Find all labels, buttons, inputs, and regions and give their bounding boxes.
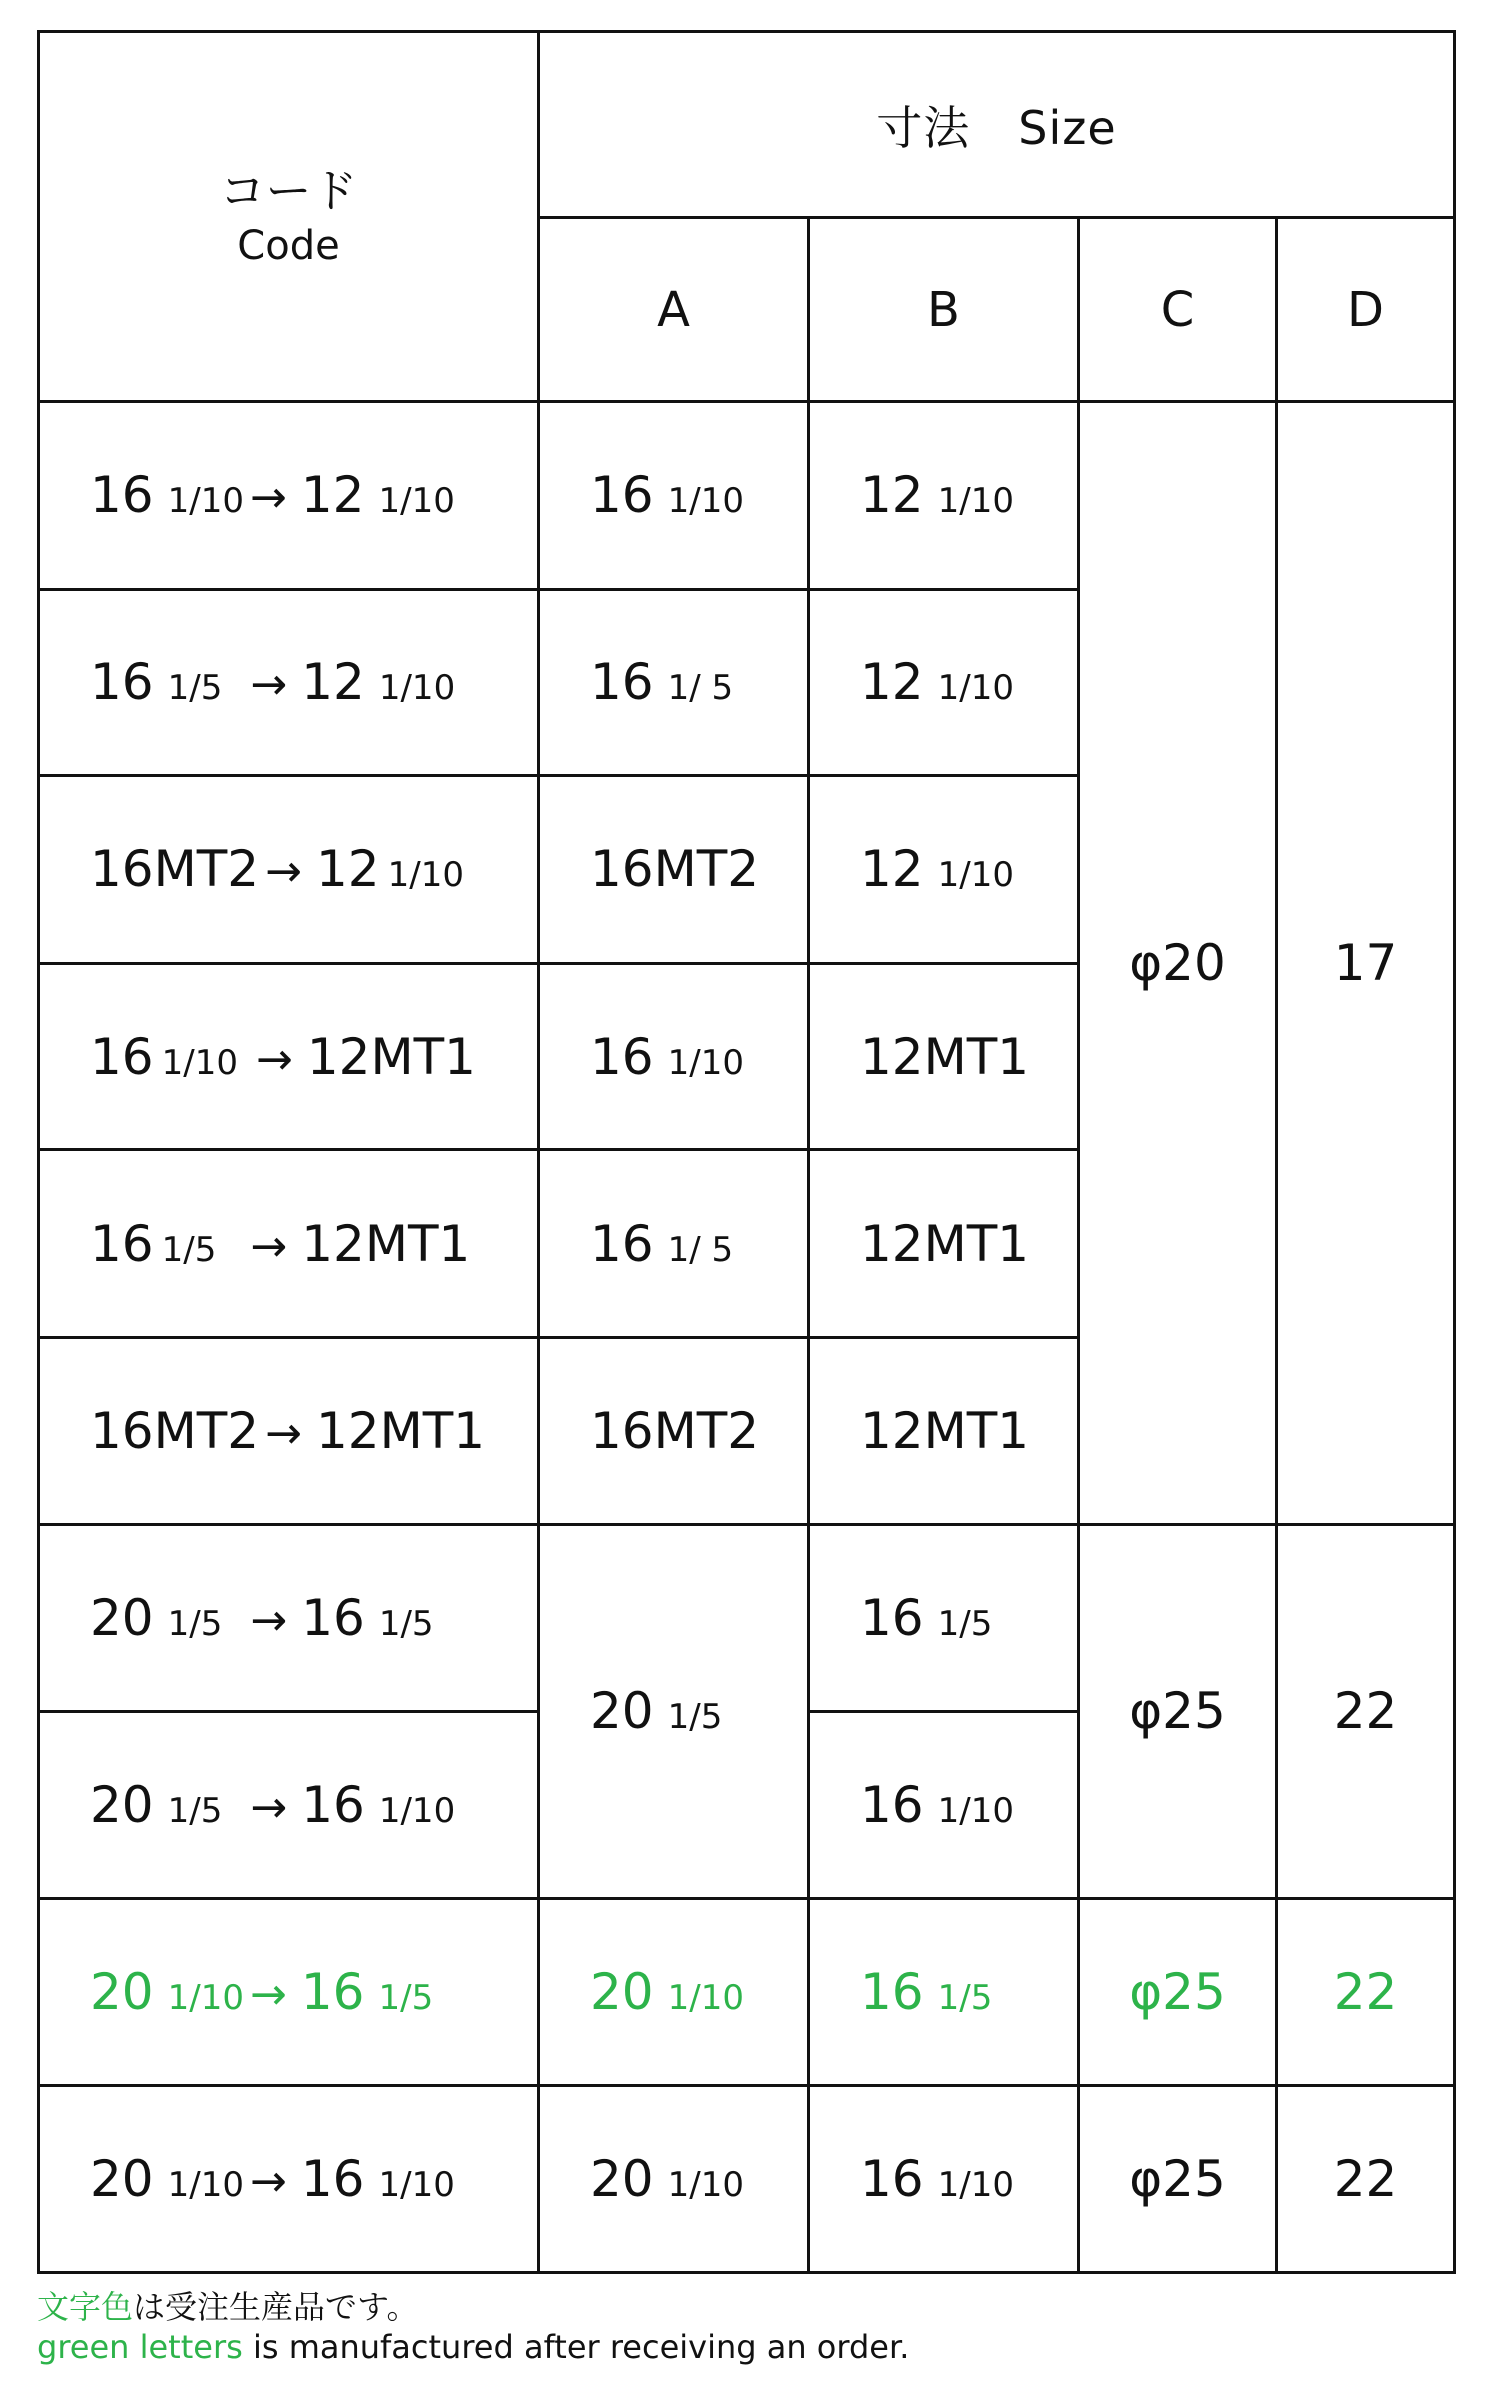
size-a-value: 20 bbox=[590, 1682, 654, 1741]
size-b-fraction: 1/10 bbox=[937, 1790, 1014, 1831]
code-cell bbox=[39, 2086, 539, 2273]
size-a-fraction: 1/ 5 bbox=[667, 1229, 734, 1270]
note-japanese-highlight: 文字色 bbox=[37, 2288, 134, 2326]
size-b-cell bbox=[809, 589, 1079, 776]
arrow-icon: → bbox=[265, 846, 302, 898]
size-a-cell bbox=[539, 776, 809, 964]
note-japanese-text: は受注生産品です。 bbox=[133, 2288, 419, 2326]
size-b-cell bbox=[809, 2086, 1079, 2273]
code-to: 12 bbox=[300, 466, 365, 525]
code-from: 16 bbox=[90, 466, 154, 525]
note-japanese bbox=[37, 2282, 418, 2328]
code-header-en: Code bbox=[237, 222, 340, 269]
size-a-cell bbox=[539, 1150, 809, 1338]
size-a-value: 20 bbox=[590, 2150, 654, 2209]
arrow-icon: → bbox=[249, 1969, 287, 2021]
size-b-fraction: 1/10 bbox=[937, 2165, 1014, 2206]
table-row bbox=[39, 2086, 1455, 2273]
code-from: 20 bbox=[90, 1588, 154, 1647]
code-cell bbox=[39, 1150, 539, 1338]
size-b-value: 12 bbox=[860, 653, 924, 712]
code-cell bbox=[39, 963, 539, 1150]
size-table bbox=[37, 30, 1456, 2274]
size-b-cell bbox=[809, 1524, 1079, 1712]
size-a-fraction: 1/10 bbox=[667, 1978, 744, 2019]
size-b-value: 16 bbox=[860, 1963, 924, 2022]
code-to-fraction: 1/10 bbox=[387, 855, 464, 896]
size-c-cell-group-1: φ20 bbox=[1079, 402, 1277, 1525]
code-from-fraction: 1/10 bbox=[161, 1042, 238, 1083]
size-a-cell bbox=[539, 1337, 809, 1524]
code-from: 20 bbox=[90, 2150, 154, 2209]
size-b-value: 12MT1 bbox=[860, 1214, 1030, 1273]
arrow-icon: → bbox=[250, 1781, 288, 1833]
size-a-fraction: 1/10 bbox=[667, 1042, 744, 1083]
size-b-cell bbox=[809, 1150, 1079, 1338]
column-header-a: A bbox=[539, 218, 809, 402]
size-d-cell: 22 bbox=[1277, 1898, 1455, 2086]
size-a-cell bbox=[539, 1898, 809, 2086]
size-b-cell bbox=[809, 963, 1079, 1150]
code-from: 16MT2 bbox=[90, 1401, 260, 1460]
size-b-cell bbox=[809, 402, 1079, 590]
size-b-cell bbox=[809, 1337, 1079, 1524]
code-to-fraction: 1/10 bbox=[378, 1790, 456, 1831]
code-to: 12 bbox=[316, 840, 380, 899]
code-from-fraction: 1/10 bbox=[167, 481, 244, 522]
code-from-fraction: 1/10 bbox=[167, 2165, 244, 2206]
code-from-fraction: 1/5 bbox=[161, 1229, 217, 1270]
note-english bbox=[37, 2328, 909, 2366]
code-to-fraction: 1/10 bbox=[378, 668, 456, 709]
code-to-fraction: 1/5 bbox=[378, 1603, 434, 1644]
size-b-value: 16 bbox=[860, 2150, 924, 2209]
arrow-icon: → bbox=[250, 1220, 288, 1272]
size-a-value: 16 bbox=[590, 1027, 654, 1086]
size-a-value: 20 bbox=[590, 1963, 654, 2022]
code-to-fraction: 1/10 bbox=[378, 2165, 455, 2206]
code-from: 20 bbox=[90, 1963, 154, 2022]
size-a-fraction: 1/10 bbox=[667, 481, 744, 522]
size-a-fraction: 1/10 bbox=[667, 2165, 744, 2206]
code-header bbox=[39, 32, 539, 402]
table-row bbox=[39, 402, 1455, 590]
code-to: 16 bbox=[300, 1963, 365, 2022]
code-cell bbox=[39, 776, 539, 964]
size-b-fraction: 1/10 bbox=[937, 481, 1014, 522]
size-header-ja: 寸法 bbox=[876, 100, 971, 155]
size-header bbox=[539, 32, 1455, 218]
code-from-fraction: 1/5 bbox=[167, 668, 223, 709]
size-b-cell bbox=[809, 776, 1079, 964]
size-b-value: 16 bbox=[860, 1588, 924, 1647]
code-cell bbox=[39, 1712, 539, 1899]
code-cell bbox=[39, 1337, 539, 1524]
code-to: 16 bbox=[301, 1775, 365, 1834]
code-from-fraction: 1/10 bbox=[167, 1978, 244, 2019]
size-a-value: 16 bbox=[590, 1214, 654, 1273]
arrow-icon: → bbox=[255, 1033, 293, 1085]
code-to-fraction: 1/5 bbox=[378, 1978, 434, 2019]
code-from-fraction: 1/5 bbox=[167, 1603, 223, 1644]
size-a-value: 16MT2 bbox=[590, 1401, 760, 1460]
code-to: 16 bbox=[301, 1588, 365, 1647]
size-a-value: 16MT2 bbox=[590, 840, 760, 899]
code-to: 12MT1 bbox=[301, 1214, 471, 1273]
size-header-en: Size bbox=[1018, 100, 1117, 155]
code-to: 12MT1 bbox=[316, 1401, 486, 1460]
code-from-fraction: 1/5 bbox=[167, 1790, 223, 1831]
size-c-cell: φ25 bbox=[1079, 1898, 1277, 2086]
note-english-text: is manufactured after receiving an order. bbox=[242, 2328, 910, 2366]
size-a-value: 16 bbox=[590, 466, 654, 525]
code-from: 16 bbox=[90, 1214, 154, 1273]
code-to-fraction: 1/10 bbox=[378, 481, 455, 522]
size-b-value: 12MT1 bbox=[860, 1401, 1030, 1460]
size-b-cell bbox=[809, 1898, 1079, 2086]
code-cell bbox=[39, 589, 539, 776]
size-a-cell bbox=[539, 2086, 809, 2273]
code-from: 20 bbox=[90, 1775, 154, 1834]
size-b-cell bbox=[809, 1712, 1079, 1899]
arrow-icon: → bbox=[250, 1594, 288, 1646]
code-from: 16MT2 bbox=[90, 840, 260, 899]
size-b-fraction: 1/5 bbox=[937, 1978, 993, 2019]
size-c-cell-group-2: φ25 bbox=[1079, 1524, 1277, 1898]
size-b-value: 16 bbox=[860, 1775, 924, 1834]
code-header-ja: コード bbox=[219, 163, 358, 218]
size-d-cell-group-2: 22 bbox=[1277, 1524, 1455, 1898]
table-row bbox=[39, 1524, 1455, 1712]
code-from: 16 bbox=[90, 1027, 154, 1086]
size-b-value: 12 bbox=[860, 840, 924, 899]
size-a-cell-merged bbox=[539, 1524, 809, 1898]
arrow-icon: → bbox=[249, 472, 287, 524]
arrow-icon: → bbox=[249, 2156, 287, 2208]
size-c-cell: φ25 bbox=[1079, 2086, 1277, 2273]
size-b-fraction: 1/10 bbox=[937, 668, 1014, 709]
arrow-icon: → bbox=[250, 659, 288, 711]
size-d-cell: 22 bbox=[1277, 2086, 1455, 2273]
arrow-icon: → bbox=[265, 1407, 302, 1459]
code-to: 16 bbox=[300, 2150, 365, 2209]
size-a-cell bbox=[539, 402, 809, 590]
code-cell bbox=[39, 1898, 539, 2086]
size-b-value: 12MT1 bbox=[860, 1027, 1030, 1086]
size-a-cell bbox=[539, 589, 809, 776]
size-table-wrapper bbox=[37, 30, 1453, 2274]
size-a-value: 16 bbox=[590, 653, 654, 712]
note-english-highlight: green letters bbox=[37, 2328, 243, 2366]
code-cell bbox=[39, 1524, 539, 1712]
size-b-value: 12 bbox=[860, 466, 924, 525]
code-from: 16 bbox=[90, 653, 154, 712]
size-a-fraction: 1/ 5 bbox=[667, 668, 734, 709]
column-header-d: D bbox=[1277, 218, 1455, 402]
column-header-c: C bbox=[1079, 218, 1277, 402]
size-a-cell bbox=[539, 963, 809, 1150]
size-a-fraction: 1/5 bbox=[667, 1697, 723, 1738]
size-b-fraction: 1/10 bbox=[937, 855, 1014, 896]
column-header-b: B bbox=[809, 218, 1079, 402]
size-d-cell-group-1: 17 bbox=[1277, 402, 1455, 1525]
size-b-fraction: 1/5 bbox=[937, 1603, 993, 1644]
code-cell bbox=[39, 402, 539, 590]
code-to: 12MT1 bbox=[306, 1027, 476, 1086]
code-to: 12 bbox=[301, 653, 365, 712]
table-row-made-to-order bbox=[39, 1898, 1455, 2086]
